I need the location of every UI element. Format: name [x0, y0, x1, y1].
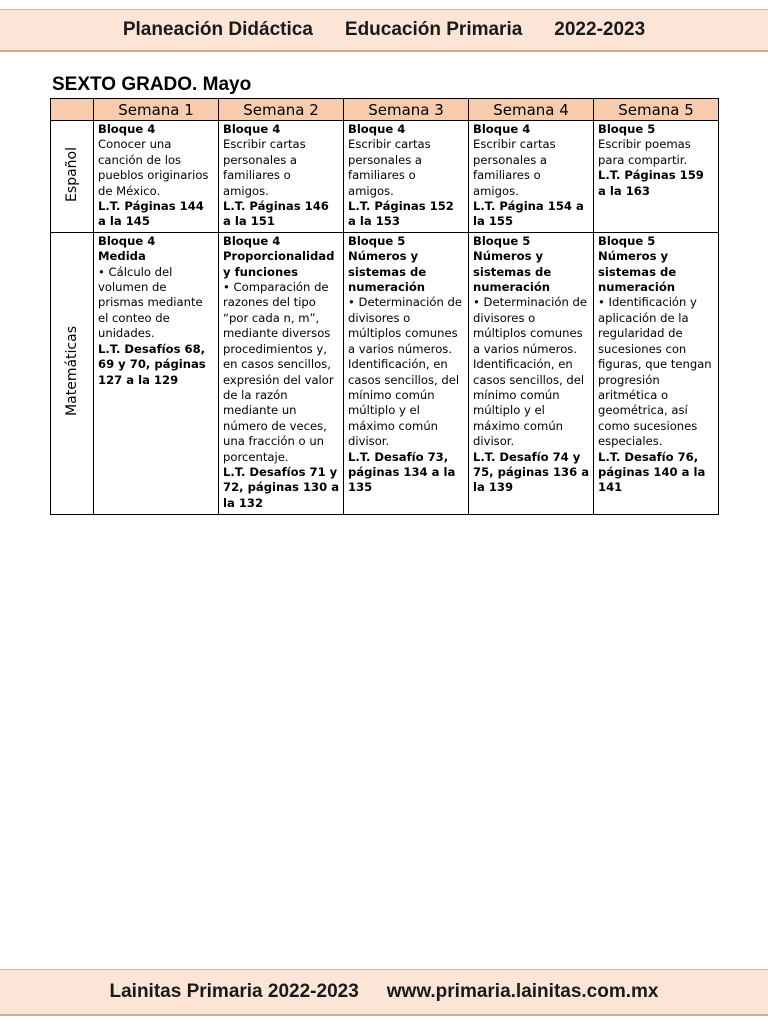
block-label: Bloque 4: [223, 122, 281, 136]
plan-cell: [219, 121, 344, 233]
footer-url[interactable]: www.primaria.lainitas.com.mx: [386, 981, 659, 1002]
activity-text: Escribir cartas personales a familiares o amigos.: [473, 137, 556, 198]
block-label: Bloque 5: [598, 233, 656, 248]
book-reference: L.T. Desafíos 68, 69 y 70, páginas 127 a la 129: [98, 341, 206, 387]
block-label: Bloque 5: [348, 233, 406, 248]
axis-label: Medida: [98, 249, 146, 264]
corner-cell: [51, 99, 94, 121]
subject-cell: [51, 121, 94, 233]
book-reference: L.T. Páginas 159 a la 163: [598, 168, 704, 198]
subject-cell: [51, 232, 94, 514]
book-reference: L.T. Desafío 74 y 75, páginas 136 a la 139: [473, 449, 590, 495]
activity-text: • Comparación de razones del tipo “por cada n, m”, mediante diversos procedimientos y, en casos sencillos, expresión del valor de la razón mediante un número de veces, una fracción o un porcentaje.: [223, 280, 334, 464]
activity-text: Escribir cartas personales a familiares o amigos.: [348, 137, 431, 198]
planning-table: [50, 98, 719, 515]
footer-brand: Lainitas Primaria 2022-2023: [109, 981, 359, 1002]
plan-cell: [469, 232, 594, 514]
book-reference: L.T. Desafíos 71 y 72, páginas 130 a la 132: [223, 464, 340, 510]
book-reference: L.T. Página 154 a la 155: [473, 199, 584, 229]
week-header: Semana 2: [219, 99, 344, 121]
subject-label: Matemáticas: [64, 326, 80, 417]
plan-cell: [469, 121, 594, 233]
axis-label: Números y sistemas de numeración: [348, 249, 427, 295]
block-label: Bloque 5: [473, 233, 531, 248]
plan-cell: [344, 121, 469, 233]
block-label: Bloque 5: [598, 122, 656, 136]
axis-label: Números y sistemas de numeración: [598, 249, 677, 295]
plan-cell: [344, 232, 469, 514]
week-header: Semana 4: [469, 99, 594, 121]
header-title: Planeación Didáctica: [122, 19, 313, 40]
week-header: Semana 1: [94, 99, 219, 121]
book-reference: L.T. Páginas 144 a la 145: [98, 199, 204, 229]
week-header: Semana 3: [344, 99, 469, 121]
header-level: Educación Primaria: [344, 19, 523, 40]
block-label: Bloque 4: [223, 233, 281, 248]
activity-text: Escribir cartas personales a familiares o amigos.: [223, 137, 306, 198]
subject-row: [51, 232, 719, 514]
plan-cell: [219, 232, 344, 514]
subject-label: Español: [64, 146, 80, 202]
activity-text: Conocer una canción de los pueblos originarios de México.: [98, 137, 209, 198]
plan-cell: [594, 121, 719, 233]
plan-cell: [594, 232, 719, 514]
block-label: Bloque 4: [98, 122, 156, 136]
plan-cell: [94, 121, 219, 233]
book-reference: L.T. Desafío 73, páginas 134 a la 135: [348, 449, 456, 495]
activity-text: • Cálculo del volumen de prismas mediante el conteo de unidades.: [98, 264, 203, 341]
activity-text: • Determinación de divisores o múltiplos comunes a varios números. Identificación, en casos sencillos, del mínimo común múltiplo y el máximo común divisor.: [348, 295, 463, 449]
book-reference: L.T. Páginas 146 a la 151: [223, 199, 329, 229]
subject-row: [51, 121, 719, 233]
week-header: Semana 5: [594, 99, 719, 121]
activity-text: Escribir poemas para compartir.: [598, 137, 691, 167]
page-title: SEXTO GRADO. Mayo: [52, 74, 252, 95]
block-label: Bloque 4: [348, 122, 406, 136]
book-reference: L.T. Desafío 76, páginas 140 a la 141: [598, 449, 706, 495]
axis-label: Proporcionalidad y funciones: [223, 249, 335, 279]
book-reference: L.T. Páginas 152 a la 153: [348, 199, 454, 229]
activity-text: • Identificación y aplicación de la regularidad de sucesiones con figuras, que tengan progresión aritmética o geométrica, así como sucesiones especiales.: [598, 295, 712, 449]
header-banner: [0, 9, 768, 52]
axis-label: Números y sistemas de numeración: [473, 249, 552, 295]
block-label: Bloque 4: [98, 233, 156, 248]
footer-banner: [0, 969, 768, 1016]
header-year: 2022-2023: [554, 19, 646, 40]
week-header-row: [51, 99, 719, 121]
block-label: Bloque 4: [473, 122, 531, 136]
plan-cell: [94, 232, 219, 514]
activity-text: • Determinación de divisores o múltiplos comunes a varios números. Identificación, en casos sencillos, del mínimo común múltiplo y el máximo común divisor.: [473, 295, 588, 449]
